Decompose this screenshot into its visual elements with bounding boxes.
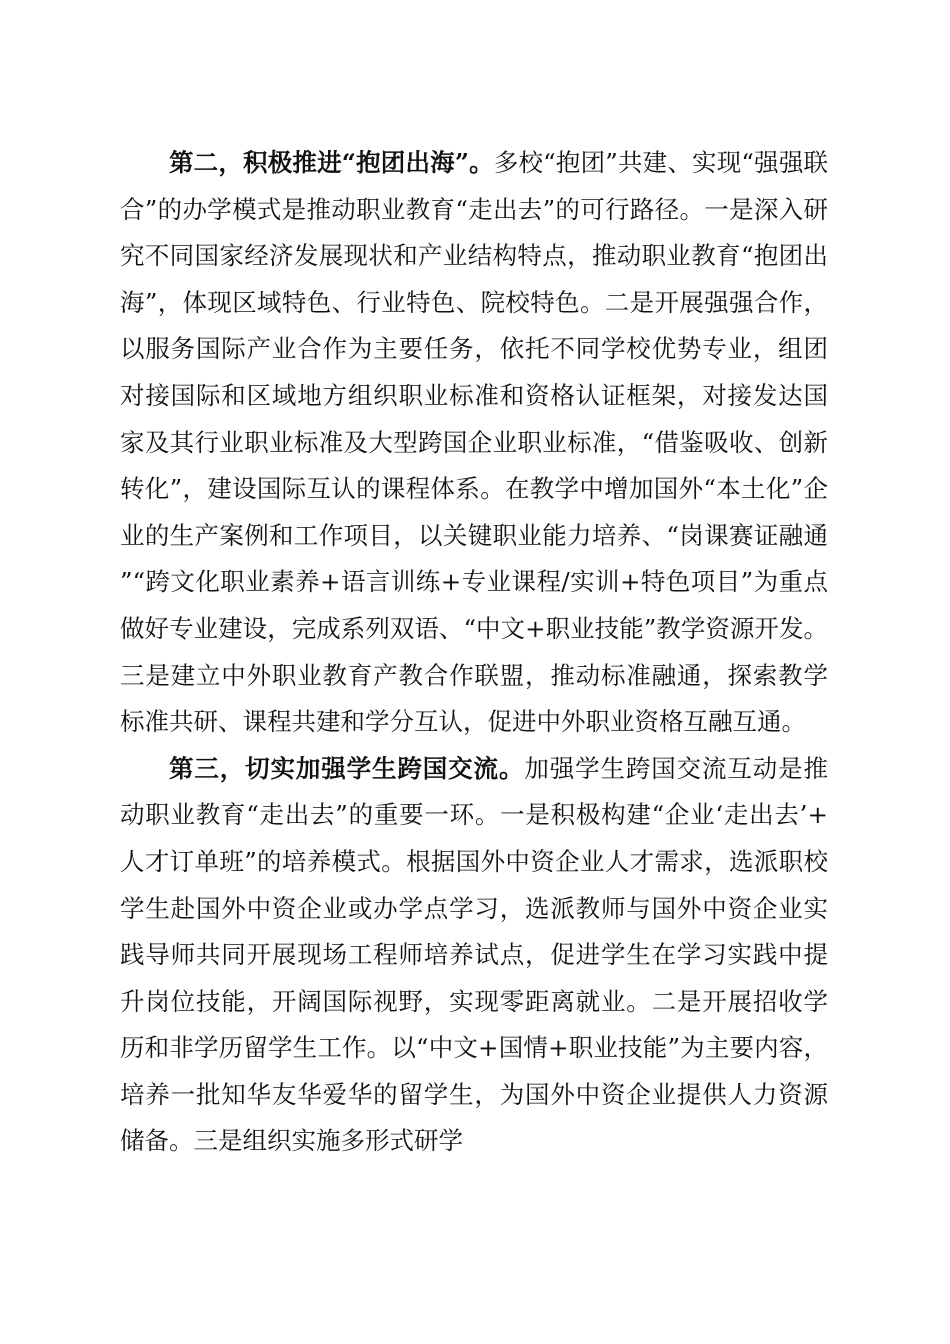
- document-body: [120, 140, 828, 1165]
- paragraph-heading: 第三，切实加强学生跨国交流。: [169, 753, 525, 783]
- paragraph-text: 多校“抱团”共建、实现“强强联合”的办学模式是推动职业教育“走出去”的可行路径。一是深入研究不同国家经济发展现状和产业结构特点，推动职业教育“抱团出海”，体现区域特色、行业特色、院校特色。二是开展强强合作，以服务国际产业合作为主要任务，依托不同学校优势专业，组团对接国际和区域地方组织职业标准和资格认证框架，对接发达国家及其行业职业标准及大型跨国企业职业标准，“借鉴吸收、创新转化”，建设国际互认的课程体系。在教学中增加国外“本土化”企业的生产案例和工作项目，以关键职业能力培养、“岗课赛证融通”“跨文化职业素养+语言训练+专业课程/实训+特色项目”为重点做好专业建设，完成系列双语、“中文+职业技能”教学资源开发。三是建立中外职业教育产教合作联盟，推动标准融通，探索教学标准共研、课程共建和学分互认，促进中外职业资格互融互通。: [120, 148, 829, 737]
- paragraph-heading: 第二，积极推进“抱团出海”。: [169, 148, 494, 177]
- paragraph-third-point: [120, 746, 828, 1165]
- paragraph-second-point: [120, 140, 828, 746]
- paragraph-text: 加强学生跨国交流互动是推动职业教育“走出去”的重要一环。一是积极构建“企业‘走出去’+人才订单班”的培养模式。根据国外中资企业人才需求，选派职校学生赴国外中资企业或办学点学习，选派教师与国外中资企业实践导师共同开展现场工程师培养试点，促进学生在学习实践中提升岗位技能，开阔国际视野，实现零距离就业。二是开展招收学历和非学历留学生工作。以“中文+国情+职业技能”为主要内容，培养一批知华友华爱华的留学生，为国外中资企业提供人力资源储备。三是组织实施多形式研学: [120, 753, 829, 1156]
